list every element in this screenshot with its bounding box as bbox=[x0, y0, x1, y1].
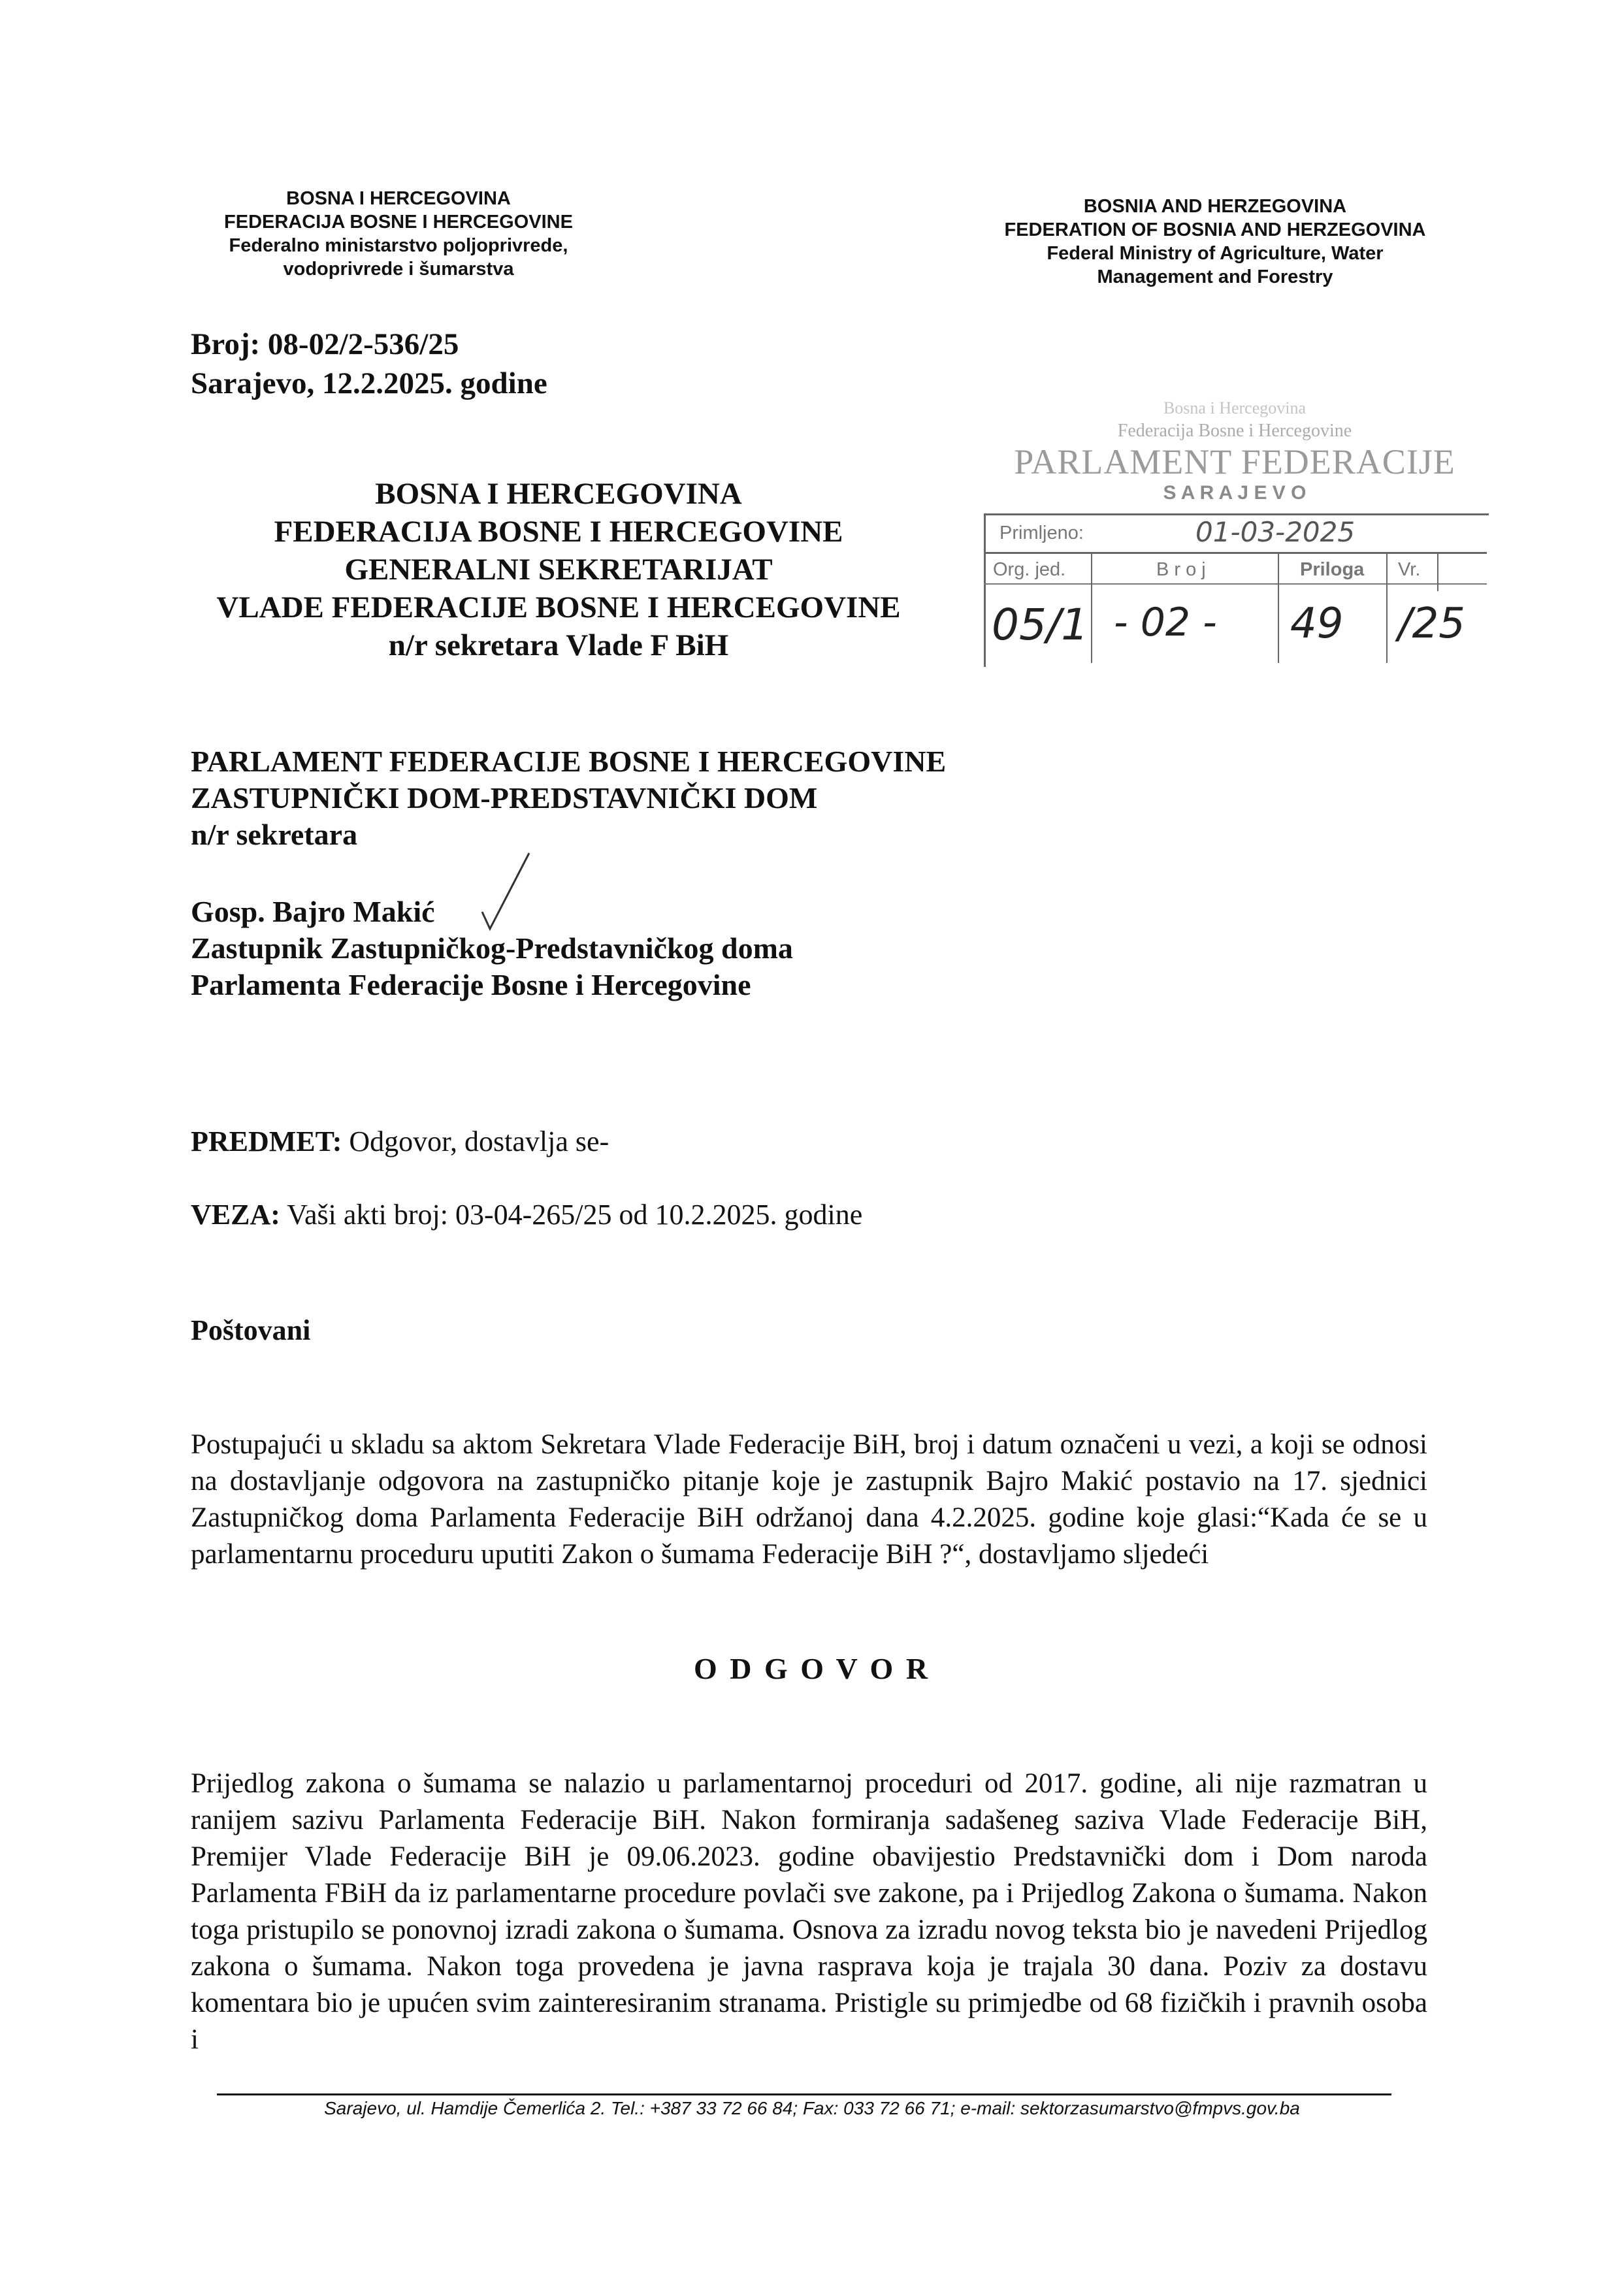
recipient-line: PARLAMENT FEDERACIJE BOSNE I HERCEGOVINE bbox=[191, 745, 947, 778]
stamp-top-line: Federacija Bosne i Hercegovine bbox=[1117, 421, 1352, 441]
header-left-line: vodoprivrede i šumarstva bbox=[283, 259, 514, 280]
stamp-divider bbox=[984, 552, 1487, 554]
answer-paragraph: Prijedlog zakona o šumama se nalazio u parlamentarnoj proceduri od 2017. godine, ali nije razmatran u ranijem sazivu Parlamenta Federacije BiH. Nakon formiranja sadašeneg saziva Vlade Federacije BiH, Premijer Vlade Federacije BiH je 09.06.2023. godine obavijestio Predstavnički dom i Dom naroda Parlamenta FBiH da iz parlamentarne procedure povlači sve zakone, pa i Prijedlog Zakona o šumama. Nakon toga pristupilo se ponovnoj izradi zakona o šumama. Osnova za izradu novog teksta bio je navedeni Prijedlog zakona o šumama. Nakon toga provedena je javna rasprava koja je trajala 30 dana. Poziv za dostavu komentara bio je upućen svim zainteresiranim stranama. Pristigle su primjedbe od 68 fizičkih i pravnih osoba i bbox=[191, 1768, 1427, 2055]
stamp-received-label: Primljeno: bbox=[999, 523, 1084, 543]
stamp-hand-num: 49 bbox=[1290, 600, 1344, 648]
stamp-title: PARLAMENT FEDERACIJE bbox=[1014, 442, 1455, 481]
stamp-col-org: Org. jed. bbox=[993, 559, 1066, 580]
addressee-line: Zastupnik Zastupničkog-Predstavničkog doma bbox=[191, 931, 793, 965]
stamp-divider bbox=[1091, 552, 1092, 663]
stamp-col-broj: B r o j bbox=[1156, 559, 1206, 580]
stamp-top-line: Bosna i Hercegovina bbox=[1163, 398, 1307, 417]
stamp-col-vr: Vr. bbox=[1398, 559, 1421, 580]
reference-block bbox=[191, 325, 547, 403]
header-right-line: Federal Ministry of Agriculture, Water bbox=[1047, 243, 1384, 264]
subject-line bbox=[191, 1125, 609, 1158]
addressee-line: Parlamenta Federacije Bosne i Hercegovine bbox=[191, 968, 751, 1001]
addressee bbox=[191, 894, 793, 1003]
intro-paragraph: Postupajući u skladu sa aktom Sekretara Vlade Federacije BiH, broj i datum označeni u vezi, a koji se odnosi na dostavljanje odgovora na zastupničko pitanje koje je zastupnik Bajro Makić postavio na 17. sjednici Zastupničkog doma Parlamenta Federacije BiH održanoj dana 4.2.2025. godine koje glasi:“Kada će se u parlamentarnu proceduru uputiti Zakon o šumama Federacije BiH ?“, dostavljamo sljedeći bbox=[191, 1429, 1427, 1570]
stamp-divider bbox=[1437, 552, 1438, 591]
recipient-line: n/r sekretara Vlade F BiH bbox=[388, 628, 729, 662]
recipient-government bbox=[183, 475, 934, 664]
stamp-hand-org: 05/1 bbox=[992, 600, 1089, 650]
subject-label: PREDMET: bbox=[191, 1125, 342, 1157]
stamp-divider bbox=[1386, 552, 1388, 663]
connection-label: VEZA: bbox=[191, 1199, 280, 1231]
footer-contact: Sarajevo, ul. Hamdije Čemerlića 2. Tel.: +387 33 72 66 84; Fax: 033 72 66 71; e-mail: sektorzasumarstvo@fmpvs.gov.ba bbox=[324, 2098, 1300, 2118]
recipient-line: n/r sekretara bbox=[191, 818, 358, 851]
recipient-line: ZASTUPNIČKI DOM-PREDSTAVNIČKI DOM bbox=[191, 781, 818, 815]
header-right-line: FEDERATION OF BOSNIA AND HERZEGOVINA bbox=[1004, 219, 1426, 240]
header-left-line: BOSNA I HERCEGOVINA bbox=[286, 188, 511, 209]
answer-heading: O D G O V O R bbox=[693, 1652, 931, 1685]
addressee-name: Gosp. Bajro Makić bbox=[191, 895, 435, 928]
recipient-line: VLADE FEDERACIJE BOSNE I HERCEGOVINE bbox=[216, 590, 901, 624]
recipient-parliament bbox=[191, 743, 946, 853]
stamp-received-value: 01-03-2025 bbox=[1195, 516, 1356, 548]
header-left-line: FEDERACIJA BOSNE I HERCEGOVINE bbox=[224, 212, 573, 233]
connection-text: Vaši akti broj: 03-04-265/25 od 10.2.2025. godine bbox=[280, 1199, 863, 1231]
connection-line bbox=[191, 1198, 862, 1231]
stamp-col-priloga: Priloga bbox=[1300, 559, 1365, 580]
header-left-line: Federalno ministarstvo poljoprivrede, bbox=[229, 235, 568, 256]
header-left bbox=[183, 187, 614, 281]
reference-number: Broj: 08-02/2-536/25 bbox=[191, 327, 459, 361]
header-right-line: BOSNIA AND HERZEGOVINA bbox=[1083, 196, 1347, 217]
header-right bbox=[901, 195, 1529, 289]
stamp-divider bbox=[984, 583, 1487, 585]
reference-place-date: Sarajevo, 12.2.2025. godine bbox=[191, 366, 547, 400]
stamp-divider bbox=[1278, 552, 1279, 663]
salutation: Poštovani bbox=[191, 1314, 311, 1346]
footer-rule bbox=[217, 2093, 1391, 2095]
stamp-hand-mid: - 02 - bbox=[1114, 600, 1217, 645]
header-right-line: Management and Forestry bbox=[1097, 267, 1333, 287]
recipient-line: FEDERACIJA BOSNE I HERCEGOVINE bbox=[274, 515, 843, 549]
subject-text: Odgovor, dostavlja se- bbox=[342, 1125, 609, 1157]
recipient-line: BOSNA I HERCEGOVINA bbox=[375, 477, 742, 511]
parliament-stamp bbox=[980, 392, 1489, 673]
recipient-line: GENERALNI SEKRETARIJAT bbox=[344, 553, 773, 587]
stamp-city: S A R A J E V O bbox=[1163, 482, 1307, 504]
stamp-hand-year: /25 bbox=[1398, 600, 1465, 648]
